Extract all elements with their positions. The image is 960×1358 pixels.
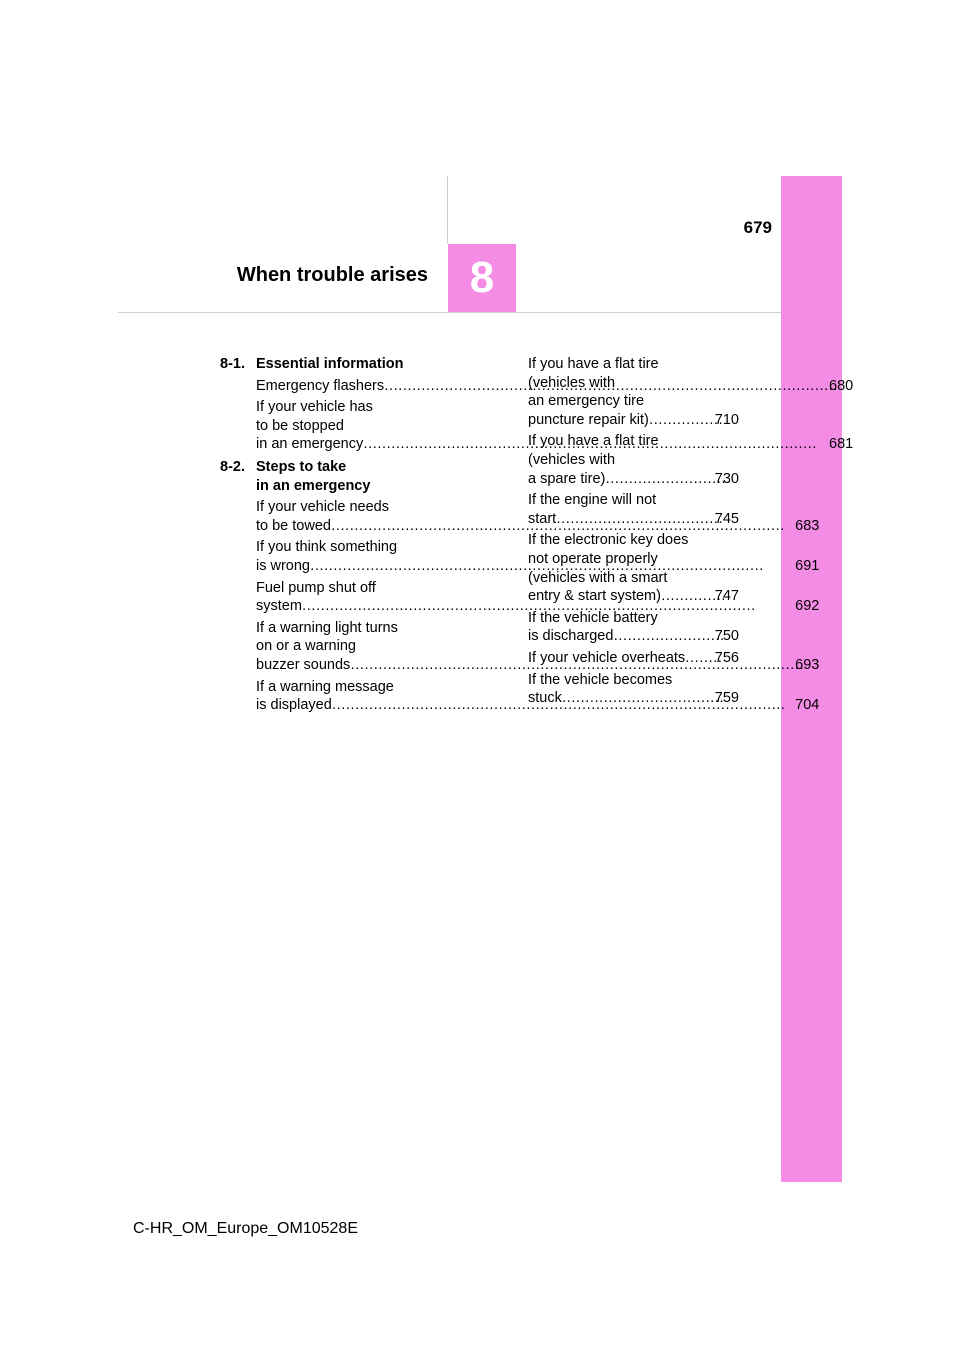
- footer-doc-id: C-HR_OM_Europe_OM10528E: [133, 1220, 358, 1237]
- leader-dots: [556, 510, 724, 529]
- toc-page-number: 683: [795, 517, 820, 534]
- toc-entry-leader-line: [528, 470, 739, 489]
- toc-entry-line: to be towed: [256, 517, 331, 534]
- toc-entry-line: If you have a flat tire: [528, 356, 659, 372]
- toc-entry[interactable]: [528, 531, 739, 605]
- chapter-title: When trouble arises: [236, 264, 428, 286]
- toc-entry-line: an emergency tire: [528, 393, 645, 410]
- toc-section-title-line: in an emergency: [256, 477, 371, 494]
- toc-entry-line: If you think something: [256, 539, 398, 556]
- toc-entry-line: to be stopped: [256, 417, 344, 434]
- toc-entry-text: [528, 531, 739, 605]
- leader-dots: [649, 411, 724, 430]
- toc-entry-line: is wrong: [256, 557, 310, 574]
- toc-entry-line: If your vehicle overheats: [528, 649, 686, 666]
- toc-section-title-line: Steps to take: [256, 458, 347, 475]
- toc-entry-line: (vehicles with: [528, 451, 616, 468]
- toc-entry[interactable]: [528, 671, 739, 708]
- toc-entry-line: (vehicles with a smart: [528, 569, 668, 586]
- toc-page-number: 750: [714, 628, 739, 645]
- toc-column-right: [528, 355, 739, 708]
- toc-entry-line: If your vehicle needs: [256, 499, 389, 516]
- toc-entry[interactable]: [528, 432, 739, 488]
- toc-entry[interactable]: [528, 355, 739, 429]
- toc-entry-line: system: [256, 598, 302, 615]
- toc-page-number: 692: [795, 598, 820, 615]
- toc-page-number: 710: [714, 411, 739, 428]
- toc-entry-text: [528, 432, 739, 488]
- toc-page-number: 756: [714, 649, 739, 666]
- toc-entry-line: is displayed: [256, 697, 332, 714]
- header-divider-vertical: [447, 176, 448, 244]
- toc-entry-line: stuck: [528, 690, 562, 707]
- toc-entry-text: [528, 609, 739, 646]
- toc-entry[interactable]: [528, 491, 739, 528]
- toc-entry-line: Fuel pump shut off: [256, 579, 376, 596]
- toc-entry-leader-line: [528, 689, 739, 708]
- toc-page-number: 759: [714, 690, 739, 707]
- header-divider-horizontal: [118, 312, 781, 313]
- chapter-number: 8: [469, 253, 495, 302]
- toc-entry-line: entry & start system): [528, 588, 661, 605]
- toc-entry-line: If the electronic key does: [528, 532, 689, 549]
- page-number: 679: [743, 218, 772, 237]
- toc-entry-line: a spare tire): [528, 470, 606, 487]
- toc-page-number: 747: [714, 588, 739, 605]
- toc-entry-line: If a warning message: [256, 678, 394, 695]
- toc-entry-line: Emergency flashers: [256, 377, 385, 394]
- toc-entry-line: If your vehicle has: [256, 399, 373, 416]
- toc-entry-leader-line: [528, 587, 739, 606]
- toc-entry-text: [528, 649, 739, 668]
- toc-section-number: 8-1.: [220, 356, 245, 372]
- toc-entry-line: If the engine will not: [528, 492, 657, 509]
- toc-entry-line: start: [528, 510, 557, 527]
- toc-entry-line: If the vehicle becomes: [528, 671, 673, 688]
- toc-entry-text: [528, 671, 739, 708]
- toc-entry-leader-line: [528, 627, 739, 646]
- toc-page-number: 730: [714, 470, 739, 487]
- toc-page-number: 691: [795, 557, 820, 574]
- toc-entry-line: on or a warning: [256, 638, 356, 655]
- toc-entry-leader-line: [528, 411, 739, 430]
- toc-page-number: 680: [829, 377, 854, 394]
- chapter-number-badge: [448, 244, 516, 312]
- toc-entry-line: buzzer sounds: [256, 656, 351, 673]
- toc-page-number: 745: [714, 510, 739, 527]
- toc-entry[interactable]: [528, 609, 739, 646]
- toc-entry-line: puncture repair kit): [528, 411, 649, 428]
- toc-entry-leader-line: [528, 649, 739, 668]
- toc-entry-line: (vehicles with: [528, 374, 616, 391]
- toc-entry-line: If the vehicle battery: [528, 609, 658, 626]
- toc-entry-line: If a warning light turns: [256, 619, 398, 636]
- leader-dots: [562, 689, 724, 708]
- toc-entry[interactable]: [528, 649, 739, 668]
- toc-entry-text: [528, 491, 739, 528]
- toc-entry-line: is discharged: [528, 628, 614, 645]
- toc-section-title-line: Essential information: [256, 356, 404, 372]
- toc-entry-line: not operate properly: [528, 550, 658, 567]
- toc-section-number: 8-2.: [220, 458, 245, 475]
- toc-page-number: 704: [795, 697, 820, 714]
- toc-entry-leader-line: [528, 510, 739, 529]
- leader-dots: [605, 470, 723, 489]
- toc-entry-line: If you have a flat tire: [528, 433, 659, 450]
- toc-page-number: 693: [795, 656, 820, 673]
- leader-dots: [613, 627, 723, 646]
- toc-entry-text: [528, 355, 739, 429]
- toc-page-number: 681: [829, 436, 854, 453]
- toc-entry-line: in an emergency: [256, 436, 364, 453]
